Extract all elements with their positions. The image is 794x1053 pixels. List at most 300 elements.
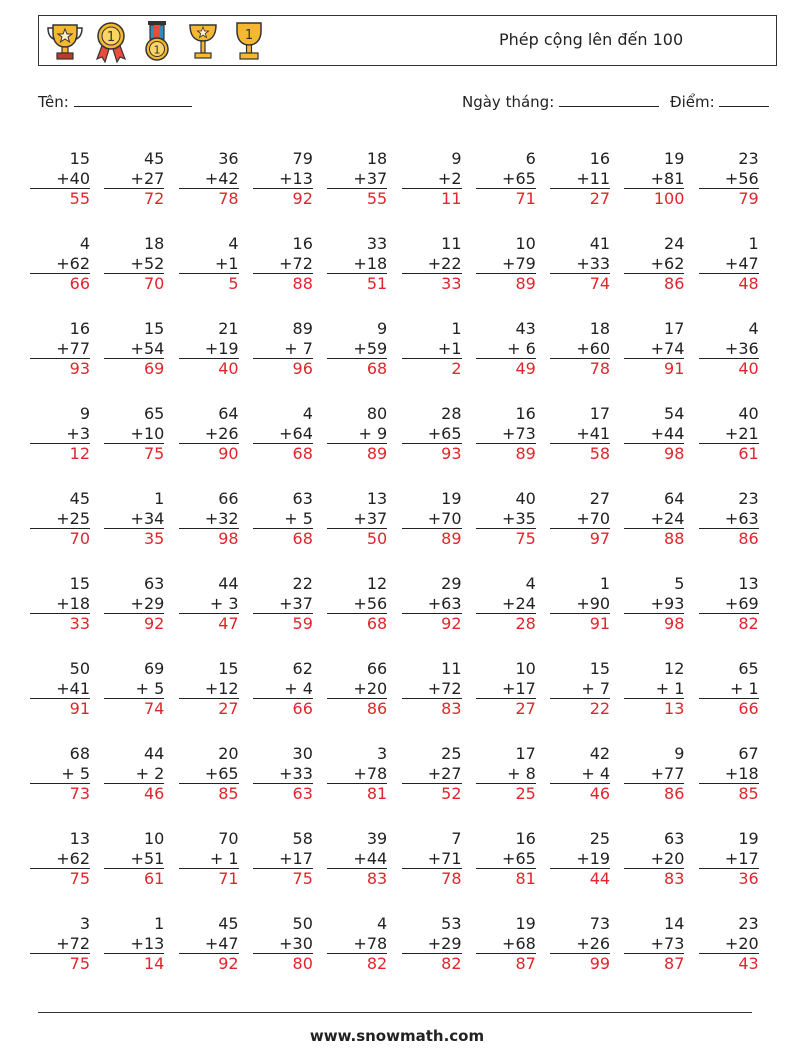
operand-bottom: + 4 bbox=[253, 679, 313, 700]
problem bbox=[476, 914, 536, 974]
problem bbox=[624, 574, 684, 634]
answer: 68 bbox=[292, 444, 313, 463]
answer: 66 bbox=[738, 699, 759, 718]
operand-bottom: +70 bbox=[402, 509, 462, 530]
operand-top: 50 bbox=[292, 914, 313, 933]
problem bbox=[550, 404, 610, 464]
answer: 86 bbox=[738, 529, 759, 548]
operand-top: 16 bbox=[515, 829, 536, 848]
answer: 44 bbox=[589, 869, 611, 888]
problem bbox=[476, 744, 536, 804]
problem bbox=[253, 659, 313, 719]
problem bbox=[104, 744, 164, 804]
operand-top: 23 bbox=[738, 149, 759, 168]
operand-bottom: +40 bbox=[30, 169, 90, 190]
problem bbox=[179, 914, 239, 974]
problem bbox=[550, 149, 610, 209]
score-blank[interactable] bbox=[719, 92, 769, 107]
problem bbox=[402, 489, 462, 549]
operand-bottom: +59 bbox=[327, 339, 387, 360]
answer: 33 bbox=[441, 274, 462, 293]
operand-bottom: +44 bbox=[327, 849, 387, 870]
operand-top: 65 bbox=[143, 404, 165, 423]
operand-bottom: +54 bbox=[104, 339, 164, 360]
answer: 14 bbox=[143, 954, 165, 973]
answer: 46 bbox=[143, 784, 165, 803]
answer: 40 bbox=[738, 359, 759, 378]
name-field[interactable] bbox=[38, 92, 192, 111]
operand-top: 63 bbox=[292, 489, 313, 508]
operand-bottom: +1 bbox=[179, 254, 239, 275]
answer: 66 bbox=[292, 699, 313, 718]
operand-bottom: +10 bbox=[104, 424, 164, 445]
operand-top: 53 bbox=[441, 914, 462, 933]
answer: 61 bbox=[738, 444, 759, 463]
answer: 92 bbox=[292, 189, 313, 208]
operand-top: 4 bbox=[377, 914, 388, 933]
answer: 5 bbox=[228, 274, 239, 293]
cup-number-one-icon bbox=[229, 19, 269, 63]
operand-bottom: + 5 bbox=[104, 679, 164, 700]
problem bbox=[550, 659, 610, 719]
operand-top: 33 bbox=[366, 234, 388, 253]
operand-bottom: +18 bbox=[30, 594, 90, 615]
operand-top: 10 bbox=[515, 234, 536, 253]
svg-text:1: 1 bbox=[106, 30, 116, 45]
problem bbox=[402, 319, 462, 379]
answer: 89 bbox=[366, 444, 388, 463]
operand-top: 50 bbox=[69, 659, 90, 678]
problem bbox=[476, 659, 536, 719]
operand-top: 23 bbox=[738, 489, 759, 508]
problem bbox=[699, 829, 759, 889]
answer: 72 bbox=[143, 189, 165, 208]
operand-bottom: +74 bbox=[624, 339, 684, 360]
operand-bottom: +63 bbox=[402, 594, 462, 615]
problem bbox=[179, 574, 239, 634]
problem bbox=[624, 829, 684, 889]
answer: 75 bbox=[292, 869, 313, 888]
operand-top: 13 bbox=[738, 574, 759, 593]
answer: 83 bbox=[366, 869, 388, 888]
problem bbox=[550, 319, 610, 379]
name-label: Tên: bbox=[38, 93, 69, 111]
answer: 82 bbox=[441, 954, 462, 973]
operand-top: 15 bbox=[589, 659, 611, 678]
problem bbox=[402, 914, 462, 974]
operand-top: 67 bbox=[738, 744, 759, 763]
operand-top: 4 bbox=[79, 234, 90, 253]
problem bbox=[30, 574, 90, 634]
answer: 68 bbox=[366, 614, 388, 633]
answer: 12 bbox=[69, 444, 90, 463]
operand-bottom: +18 bbox=[699, 764, 759, 785]
problem bbox=[104, 234, 164, 294]
problem bbox=[253, 744, 313, 804]
operand-bottom: +19 bbox=[179, 339, 239, 360]
answer: 11 bbox=[441, 189, 462, 208]
answer: 27 bbox=[515, 699, 536, 718]
operand-top: 15 bbox=[218, 659, 239, 678]
operand-bottom: + 1 bbox=[699, 679, 759, 700]
operand-bottom: + 2 bbox=[104, 764, 164, 785]
answer: 50 bbox=[366, 529, 388, 548]
answer: 85 bbox=[738, 784, 759, 803]
date-blank[interactable] bbox=[559, 92, 659, 107]
operand-top: 10 bbox=[143, 829, 165, 848]
answer: 81 bbox=[366, 784, 388, 803]
problem bbox=[30, 489, 90, 549]
operand-bottom: +37 bbox=[253, 594, 313, 615]
answer: 71 bbox=[515, 189, 536, 208]
answer: 92 bbox=[441, 614, 462, 633]
operand-top: 21 bbox=[218, 319, 239, 338]
problem bbox=[624, 234, 684, 294]
operand-bottom: +73 bbox=[476, 424, 536, 445]
score-label: Điểm: bbox=[670, 93, 715, 111]
answer: 61 bbox=[143, 869, 165, 888]
answer: 46 bbox=[589, 784, 611, 803]
operand-top: 73 bbox=[589, 914, 611, 933]
date-field[interactable] bbox=[462, 92, 659, 111]
answer: 98 bbox=[664, 444, 685, 463]
operand-top: 40 bbox=[515, 489, 536, 508]
svg-text:1: 1 bbox=[244, 28, 254, 43]
operand-top: 80 bbox=[366, 404, 388, 423]
operand-bottom: +56 bbox=[327, 594, 387, 615]
operand-bottom: +13 bbox=[253, 169, 313, 190]
problem bbox=[30, 149, 90, 209]
problem bbox=[30, 319, 90, 379]
operand-bottom: +77 bbox=[624, 764, 684, 785]
operand-top: 65 bbox=[738, 659, 759, 678]
answer: 80 bbox=[292, 954, 313, 973]
problem bbox=[624, 319, 684, 379]
operand-top: 18 bbox=[366, 149, 388, 168]
cup-star-icon bbox=[183, 19, 223, 63]
operand-bottom: + 7 bbox=[550, 679, 610, 700]
answer: 92 bbox=[218, 954, 239, 973]
operand-top: 24 bbox=[664, 234, 685, 253]
problem bbox=[476, 574, 536, 634]
answer: 75 bbox=[515, 529, 536, 548]
operand-bottom: +62 bbox=[624, 254, 684, 275]
page-title: Phép cộng lên đến 100 bbox=[499, 30, 684, 49]
operand-bottom: +72 bbox=[30, 934, 90, 955]
problem bbox=[179, 659, 239, 719]
operand-top: 22 bbox=[292, 574, 313, 593]
answer: 98 bbox=[664, 614, 685, 633]
problem bbox=[179, 744, 239, 804]
name-blank[interactable] bbox=[74, 92, 192, 107]
operand-top: 13 bbox=[366, 489, 388, 508]
operand-bottom: +29 bbox=[104, 594, 164, 615]
problem bbox=[624, 744, 684, 804]
answer: 73 bbox=[69, 784, 90, 803]
operand-top: 1 bbox=[599, 574, 611, 593]
answer: 99 bbox=[589, 954, 611, 973]
problem bbox=[327, 319, 387, 379]
operand-top: 4 bbox=[525, 574, 536, 593]
operand-top: 54 bbox=[664, 404, 685, 423]
operand-top: 7 bbox=[451, 829, 462, 848]
problem bbox=[624, 489, 684, 549]
operand-top: 5 bbox=[674, 574, 685, 593]
operand-bottom: +12 bbox=[179, 679, 239, 700]
medal-number-one-icon bbox=[137, 19, 177, 63]
operand-bottom: +30 bbox=[253, 934, 313, 955]
operand-bottom: +42 bbox=[179, 169, 239, 190]
answer: 47 bbox=[218, 614, 239, 633]
answer: 97 bbox=[589, 529, 611, 548]
answer: 22 bbox=[589, 699, 611, 718]
answer: 93 bbox=[69, 359, 90, 378]
operand-bottom: +37 bbox=[327, 509, 387, 530]
operand-bottom: +64 bbox=[253, 424, 313, 445]
answer: 48 bbox=[738, 274, 759, 293]
operand-bottom: +63 bbox=[699, 509, 759, 530]
problem bbox=[550, 744, 610, 804]
operand-bottom: +72 bbox=[253, 254, 313, 275]
answer: 58 bbox=[589, 444, 611, 463]
answer: 87 bbox=[664, 954, 685, 973]
problem bbox=[327, 744, 387, 804]
problem bbox=[253, 574, 313, 634]
operand-bottom: +17 bbox=[699, 849, 759, 870]
answer: 89 bbox=[515, 444, 536, 463]
operand-top: 16 bbox=[292, 234, 313, 253]
operand-top: 44 bbox=[218, 574, 239, 593]
svg-text:1: 1 bbox=[153, 43, 161, 57]
answer: 55 bbox=[366, 189, 388, 208]
problem bbox=[699, 404, 759, 464]
problem bbox=[476, 149, 536, 209]
problem bbox=[253, 489, 313, 549]
operand-bottom: +60 bbox=[550, 339, 610, 360]
problem bbox=[30, 659, 90, 719]
answer: 86 bbox=[664, 274, 685, 293]
problem bbox=[476, 319, 536, 379]
problem bbox=[476, 829, 536, 889]
answer: 78 bbox=[441, 869, 462, 888]
operand-top: 58 bbox=[292, 829, 313, 848]
operand-top: 18 bbox=[143, 234, 165, 253]
operand-bottom: +71 bbox=[402, 849, 462, 870]
operand-top: 68 bbox=[69, 744, 90, 763]
problem bbox=[402, 744, 462, 804]
problem bbox=[699, 319, 759, 379]
operand-bottom: + 1 bbox=[624, 679, 684, 700]
operand-top: 64 bbox=[664, 489, 685, 508]
problem bbox=[476, 234, 536, 294]
problem bbox=[699, 914, 759, 974]
answer: 71 bbox=[218, 869, 239, 888]
operand-top: 19 bbox=[664, 149, 685, 168]
answer: 59 bbox=[292, 614, 313, 633]
answer: 75 bbox=[143, 444, 165, 463]
problem bbox=[327, 489, 387, 549]
answer: 100 bbox=[653, 189, 685, 208]
answer: 85 bbox=[218, 784, 239, 803]
problem bbox=[179, 489, 239, 549]
operand-top: 16 bbox=[69, 319, 90, 338]
operand-bottom: +70 bbox=[550, 509, 610, 530]
trophy-star-icon bbox=[45, 19, 85, 63]
operand-bottom: +27 bbox=[104, 169, 164, 190]
problem bbox=[253, 829, 313, 889]
answer: 78 bbox=[589, 359, 611, 378]
answer: 96 bbox=[292, 359, 313, 378]
operand-bottom: +65 bbox=[476, 169, 536, 190]
operand-top: 29 bbox=[441, 574, 462, 593]
answer: 28 bbox=[515, 614, 536, 633]
operand-top: 39 bbox=[366, 829, 388, 848]
operand-top: 30 bbox=[292, 744, 313, 763]
operand-top: 17 bbox=[589, 404, 611, 423]
operand-top: 13 bbox=[69, 829, 90, 848]
operand-top: 19 bbox=[738, 829, 759, 848]
answer: 40 bbox=[218, 359, 239, 378]
operand-bottom: +33 bbox=[550, 254, 610, 275]
operand-bottom: +77 bbox=[30, 339, 90, 360]
operand-bottom: +34 bbox=[104, 509, 164, 530]
operand-bottom: +51 bbox=[104, 849, 164, 870]
problem bbox=[30, 914, 90, 974]
answer: 81 bbox=[515, 869, 536, 888]
problem bbox=[550, 489, 610, 549]
problem bbox=[104, 319, 164, 379]
operand-bottom: +32 bbox=[179, 509, 239, 530]
operand-top: 15 bbox=[143, 319, 165, 338]
date-label: Ngày tháng: bbox=[462, 93, 555, 111]
operand-bottom: +18 bbox=[327, 254, 387, 275]
answer: 98 bbox=[218, 529, 239, 548]
problem bbox=[476, 404, 536, 464]
problem bbox=[179, 234, 239, 294]
operand-top: 27 bbox=[589, 489, 611, 508]
problem bbox=[104, 574, 164, 634]
operand-bottom: +29 bbox=[402, 934, 462, 955]
operand-bottom: +93 bbox=[624, 594, 684, 615]
answer: 75 bbox=[69, 869, 90, 888]
operand-top: 42 bbox=[589, 744, 611, 763]
operand-top: 17 bbox=[515, 744, 536, 763]
problem bbox=[327, 574, 387, 634]
operand-bottom: +2 bbox=[402, 169, 462, 190]
answer: 13 bbox=[664, 699, 685, 718]
problem bbox=[699, 744, 759, 804]
operand-top: 23 bbox=[738, 914, 759, 933]
problem bbox=[327, 234, 387, 294]
operand-top: 17 bbox=[664, 319, 685, 338]
operand-bottom: +47 bbox=[699, 254, 759, 275]
problem bbox=[699, 659, 759, 719]
operand-bottom: + 5 bbox=[253, 509, 313, 530]
problem bbox=[104, 404, 164, 464]
operand-bottom: +81 bbox=[624, 169, 684, 190]
operand-bottom: +62 bbox=[30, 849, 90, 870]
problem bbox=[30, 829, 90, 889]
operand-bottom: +19 bbox=[550, 849, 610, 870]
problem bbox=[104, 149, 164, 209]
answer: 82 bbox=[366, 954, 388, 973]
operand-bottom: +3 bbox=[30, 424, 90, 445]
answer: 70 bbox=[143, 274, 165, 293]
problem bbox=[476, 489, 536, 549]
operand-bottom: +78 bbox=[327, 934, 387, 955]
operand-bottom: +78 bbox=[327, 764, 387, 785]
operand-top: 9 bbox=[79, 404, 90, 423]
answer: 36 bbox=[738, 869, 759, 888]
operand-bottom: +90 bbox=[550, 594, 610, 615]
operand-top: 4 bbox=[302, 404, 313, 423]
problem bbox=[179, 149, 239, 209]
answer: 74 bbox=[589, 274, 611, 293]
operand-top: 20 bbox=[218, 744, 239, 763]
operand-top: 41 bbox=[589, 234, 611, 253]
answer: 91 bbox=[664, 359, 685, 378]
operand-top: 45 bbox=[218, 914, 239, 933]
problem bbox=[699, 574, 759, 634]
operand-bottom: +13 bbox=[104, 934, 164, 955]
operand-top: 70 bbox=[218, 829, 239, 848]
operand-top: 9 bbox=[674, 744, 685, 763]
operand-bottom: +37 bbox=[327, 169, 387, 190]
answer: 68 bbox=[292, 529, 313, 548]
operand-bottom: +65 bbox=[402, 424, 462, 445]
score-field[interactable] bbox=[670, 92, 769, 111]
answer: 90 bbox=[218, 444, 239, 463]
answer: 2 bbox=[451, 359, 462, 378]
operand-top: 89 bbox=[292, 319, 313, 338]
operand-bottom: +41 bbox=[30, 679, 90, 700]
operand-top: 62 bbox=[292, 659, 313, 678]
problem bbox=[30, 234, 90, 294]
operand-bottom: +62 bbox=[30, 254, 90, 275]
operand-top: 79 bbox=[292, 149, 313, 168]
operand-top: 66 bbox=[218, 489, 239, 508]
operand-top: 11 bbox=[441, 659, 462, 678]
operand-bottom: +24 bbox=[624, 509, 684, 530]
problem bbox=[104, 659, 164, 719]
problem bbox=[253, 914, 313, 974]
problem bbox=[253, 234, 313, 294]
problem bbox=[253, 319, 313, 379]
operand-top: 44 bbox=[143, 744, 165, 763]
operand-top: 16 bbox=[515, 404, 536, 423]
answer: 35 bbox=[143, 529, 165, 548]
operand-bottom: +24 bbox=[476, 594, 536, 615]
answer: 86 bbox=[366, 699, 388, 718]
problem bbox=[402, 659, 462, 719]
problem bbox=[253, 149, 313, 209]
answer: 89 bbox=[441, 529, 462, 548]
problem bbox=[327, 149, 387, 209]
operand-top: 4 bbox=[748, 319, 759, 338]
footer-divider bbox=[38, 1012, 752, 1013]
operand-top: 64 bbox=[218, 404, 239, 423]
operand-top: 19 bbox=[441, 489, 462, 508]
operand-top: 12 bbox=[664, 659, 685, 678]
answer: 43 bbox=[738, 954, 759, 973]
operand-bottom: +20 bbox=[327, 679, 387, 700]
operand-bottom: +41 bbox=[550, 424, 610, 445]
operand-bottom: + 6 bbox=[476, 339, 536, 360]
answer: 75 bbox=[69, 954, 90, 973]
answer: 68 bbox=[366, 359, 388, 378]
operand-top: 1 bbox=[748, 234, 759, 253]
operand-top: 69 bbox=[143, 659, 165, 678]
